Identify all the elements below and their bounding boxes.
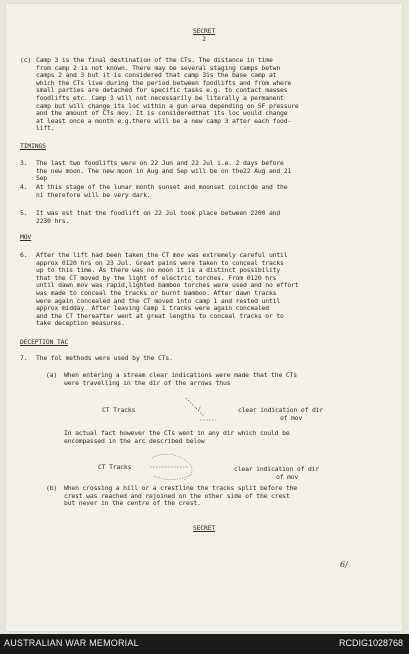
text-line: lift. (36, 124, 55, 133)
text-line: but never in the centre of the crest. (64, 499, 201, 508)
para-c-label: (c) (20, 56, 32, 64)
text-line: It was est that the foodlift on 22 Jul took place between 2200 and (36, 209, 281, 217)
text-line: of mov (280, 413, 303, 422)
item-number: 6. (20, 251, 28, 259)
text-line: were travelling in the dir of the arrows thus (64, 378, 231, 387)
diagram1-right-text (238, 407, 323, 422)
para-c-text (36, 57, 388, 133)
item-3-text (36, 160, 388, 183)
classification-header: SECRET (192, 27, 216, 35)
timings-heading: TIMINGS (20, 142, 46, 150)
item-4-text (36, 184, 388, 199)
text-line: When crossing a hill or a crestline the tracks split before the (64, 484, 297, 492)
text-line: Camp 3 is the final destination of the CTs. The distance in time (36, 56, 273, 64)
text-line: camps 2 and 3 but it is considered that camp 3is the base camp at (36, 71, 277, 80)
text-line: At this stage of the lunar month sunset and moonset coincide and the (36, 183, 288, 191)
item-5-text (36, 210, 388, 225)
text-line: take deception measures. (36, 319, 125, 328)
text-line: which the CTs live during the period between foodlifts and from where (36, 78, 292, 87)
mov-heading: MOV (20, 233, 32, 241)
diagram2-right-text (234, 466, 319, 481)
text-line: After the lift had been taken the CT mov was extremely careful until (36, 251, 288, 259)
text-line: The last two foodlifts were on 22 Jun and 22 Jul i.e. 2 days before (36, 159, 284, 167)
archive-footer-bar (0, 634, 409, 654)
item-number: 4. (20, 183, 28, 191)
text-line: In actual fact however the CTs went in any dir which could be (64, 429, 290, 437)
item-number: 5. (20, 209, 28, 217)
text-line: camp but will change its loc within a gun area depending on SF pressure (36, 101, 299, 110)
item-7-intro: The fol methods were used by the CTs. (36, 354, 173, 362)
item-number: 3. (20, 159, 28, 167)
classification-footer: SECRET (192, 524, 216, 532)
sub-a-text (64, 372, 297, 387)
deception-heading: DECEPTION TAC (20, 338, 69, 346)
text-line: foodlifts etc. Camp 3 will not necessarily be literally a permanent (36, 93, 284, 102)
text-line: small parties are detached for specific tasks e.g. to contact masses (36, 86, 288, 95)
text-line: and the CT thereafter went at great lengths to conceal tracks or to (36, 311, 284, 320)
svg-text:/: / (198, 406, 202, 412)
page-number: 2 (202, 35, 206, 43)
text-line: When entering a stream clear indications were made that the CTs (64, 371, 297, 379)
text-line: from camp 2 is not known. There may be several staging camps betwn (36, 63, 281, 72)
text-line: the new moon. The new moon in Aug and Sep will be on the22 Aug and 21 (36, 166, 292, 175)
text-line: clear indication of dir (238, 406, 324, 414)
text-line: until dawn mov was rapid,lighted bamboo torches were used and no effort (36, 281, 299, 290)
text-line: Sep (36, 174, 48, 183)
sub-b-label: (b) (46, 484, 58, 492)
diagram2-arc (144, 450, 204, 484)
text-line: encompassed in the arc described below (64, 436, 205, 445)
diagram1-left-label: CT Tracks (102, 406, 136, 414)
text-line: and the amount of CTs mov. It is consideredthat its loc would change (36, 109, 288, 118)
text-line: were again concealed and the CT moved into camp 1 and rested until (36, 296, 281, 305)
item-number: 7. (20, 354, 28, 362)
item-6-text (36, 252, 388, 328)
text-line: that the CT moved by the light of electric torches. From 0120 hrs (36, 273, 277, 282)
text-line: was made to conceal the tracks or burnt bamboo. After dawn tracks (36, 288, 277, 297)
sub-a-label: (a) (46, 371, 58, 379)
text-line: crest was reached and rejoined on the other side of the crest (64, 491, 290, 500)
sub-a-middle-text (64, 430, 290, 445)
handwritten-mark: 6/ (340, 560, 348, 569)
text-line: of mov (276, 472, 299, 481)
text-line: at least once a month e.g.there will be a new camp 3 after each food- (36, 116, 292, 125)
text-line: approx midday. After leaving Camp 1 tracks were again concealed (36, 304, 269, 313)
sub-b-text (64, 485, 297, 508)
diagram1-arrows (156, 390, 246, 430)
archive-name: AUSTRALIAN WAR MEMORIAL (4, 638, 139, 648)
document-page (6, 4, 402, 631)
text-line: 2230 hrs. (36, 216, 70, 225)
diagram2-left-label: CT Tracks (98, 463, 132, 471)
archive-id: RCDIG1028768 (338, 638, 403, 648)
text-line: ni therefore will be very dark. (36, 190, 151, 199)
text-line: approx 0120 hrs on 23 Jul. Great pains were taken to conceal tracks (36, 258, 284, 267)
text-line: clear indication of dir (234, 465, 320, 473)
text-line: up to this time. As there was no moon it is a distinct possibility (36, 266, 281, 275)
